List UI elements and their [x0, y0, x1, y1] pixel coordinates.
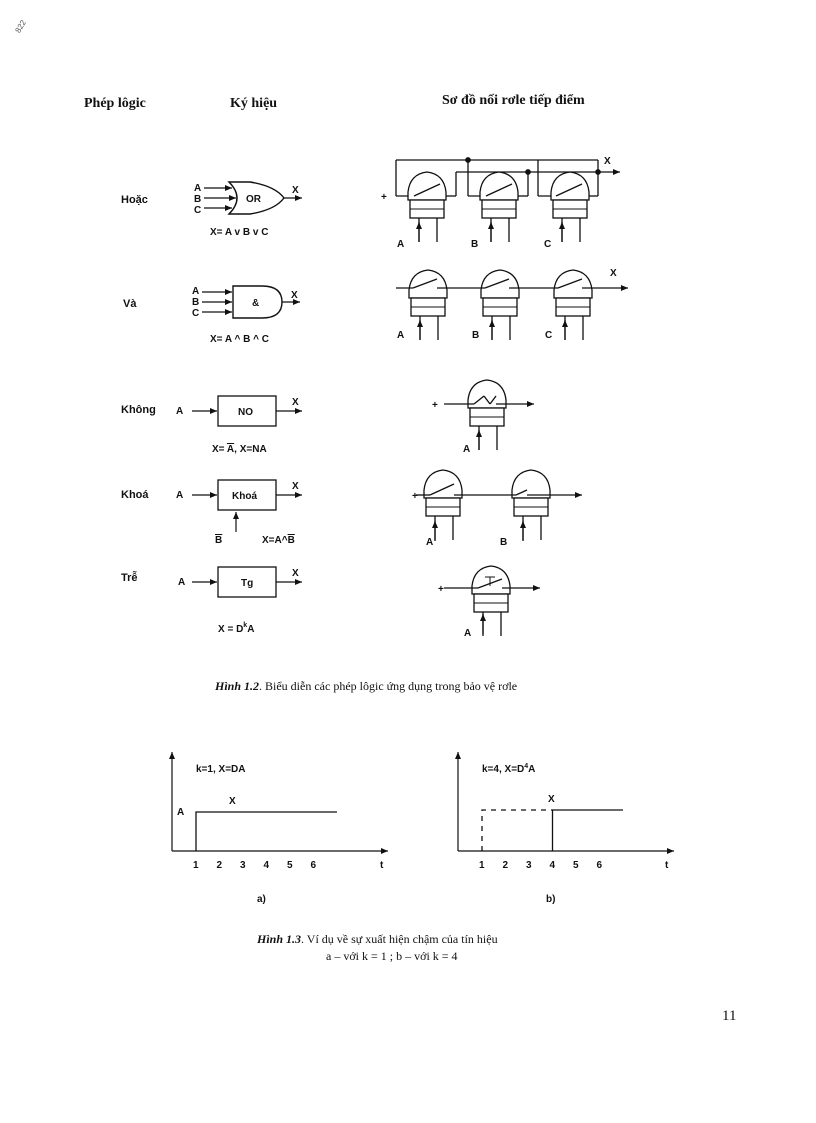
chart-a-tick-5: 5 — [287, 860, 293, 871]
and-out: X — [291, 290, 298, 301]
chart-b-title-sup: 4 — [524, 763, 529, 770]
and-in-a: A — [192, 286, 200, 297]
not-relay-a: A — [463, 444, 471, 455]
row-label-or: Hoặc — [121, 194, 148, 206]
chart-b-xlabel: t — [665, 860, 669, 871]
lock-relay-b: B — [500, 537, 508, 548]
chart-a-tick-1: 1 — [193, 860, 199, 871]
figure-1-3-text: . Ví dụ về sự xuất hiện chậm của tín hiệu — [301, 932, 498, 946]
or-in-a: A — [194, 183, 202, 194]
lock-gate-label: Khoá — [232, 491, 257, 502]
and-relay-a: A — [397, 330, 405, 341]
chart-b-tick-2: 2 — [502, 860, 509, 871]
and-gate-label: & — [252, 298, 260, 309]
not-in: A — [176, 406, 184, 417]
lock-out: X — [292, 481, 299, 492]
chart-a-xlabel: t — [380, 860, 384, 871]
lock-relay-plus: + — [412, 491, 418, 502]
chart-b-tick-4: 4 — [549, 860, 556, 871]
or-relay-plus: + — [381, 192, 387, 203]
row-label-and: Và — [123, 298, 137, 310]
row-label-delay: Trễ — [121, 572, 138, 584]
or-relay-out: X — [604, 156, 611, 167]
lock-formula-bar: B — [287, 535, 295, 546]
lock-relay-a: A — [426, 537, 434, 548]
or-in-c: C — [194, 205, 202, 216]
delay-formula: $X = D^kA$ — [218, 622, 255, 635]
figure-1-2-caption — [215, 679, 517, 694]
chart-b-tick-6: 6 — [596, 860, 603, 871]
figure-1-2-label: Hình 1.2 — [215, 679, 260, 693]
chart-b-title: k=4, $X=D^4A$ — [482, 763, 536, 775]
chart-b-tick-1: 1 — [479, 860, 485, 871]
or-relay-a: A — [397, 239, 405, 250]
chart-b-panel: b) — [546, 894, 556, 905]
row-label-not: Không — [121, 404, 156, 416]
chart-b-tick-3: 3 — [526, 860, 532, 871]
delay-out: X — [292, 568, 299, 579]
timing-charts — [0, 730, 816, 920]
or-in-b: B — [194, 194, 202, 205]
chart-b-series-0 — [482, 810, 553, 851]
not-relay-plus: + — [432, 400, 438, 411]
or-out: X — [292, 185, 299, 196]
chart-a-label-a: A — [177, 807, 185, 818]
chart-a-panel: a) — [257, 894, 266, 905]
not-formula: X= A, X=NA — [212, 444, 267, 455]
delay-relay-a: A — [464, 628, 472, 639]
chart-a-tick-3: 3 — [240, 860, 246, 871]
chart-b-tick-5: 5 — [573, 860, 579, 871]
and-relay-c: C — [545, 330, 553, 341]
and-relay-b: B — [472, 330, 480, 341]
or-formula: X= A v B v C — [210, 227, 269, 238]
or-gate-label: OR — [246, 194, 261, 205]
delay-gate-label: Tg — [241, 578, 254, 589]
header-logic: Phép lôgic — [84, 96, 146, 111]
delay-in: A — [178, 577, 186, 588]
delay-relay-plus: + — [438, 584, 444, 595]
chart-b-series-1 — [553, 810, 624, 851]
chart-a-tick-4: 4 — [263, 860, 270, 871]
lock-block-symbol — [176, 480, 302, 546]
page-number: 11 — [722, 1008, 737, 1024]
header-relay: Sơ đồ nối rơle tiếp điểm — [442, 93, 585, 108]
chart-a-title: k=1, X=DA — [196, 764, 246, 775]
figure-1-3-line2: a – với k = 1 ; b – với k = 4 — [326, 949, 458, 963]
chart-a-label-x: X — [229, 796, 236, 807]
chart-a-series-0 — [196, 812, 337, 851]
and-in-c: C — [192, 308, 200, 319]
not-gate-label: NO — [238, 407, 253, 418]
or-relay-c: C — [544, 239, 552, 250]
figure-1-2-text: . Biểu diễn các phép lôgic ứng dụng trong bảo vệ rơle — [259, 679, 518, 693]
and-gate-symbol — [192, 286, 300, 345]
and-formula: X= A ^ B ^ C — [210, 334, 270, 345]
chart-a-tick-6: 6 — [310, 860, 317, 871]
delay-block-symbol — [178, 567, 302, 635]
row-label-lock: Khoá — [121, 489, 149, 501]
and-in-b: B — [192, 297, 200, 308]
chart-a-tick-2: 2 — [216, 860, 223, 871]
header-symbol: Ký hiệu — [230, 96, 278, 111]
and-relay-out: X — [610, 268, 617, 279]
delay-formula-sup: k — [243, 622, 248, 629]
or-relay-b: B — [471, 239, 479, 250]
not-formula-bar: A — [226, 444, 235, 455]
lock-formula: X=A^B — [262, 535, 295, 546]
corner-mark: 822 — [13, 18, 28, 35]
chart-b-label-x: X — [548, 794, 555, 805]
not-out: X — [292, 397, 299, 408]
figure-1-3-caption — [257, 932, 498, 947]
or-gate-symbol — [194, 182, 302, 238]
not-block-symbol — [176, 396, 302, 455]
lock-bar-input: B — [215, 535, 223, 546]
lock-in: A — [176, 490, 184, 501]
figure-1-3-label: Hình 1.3 — [257, 932, 302, 946]
